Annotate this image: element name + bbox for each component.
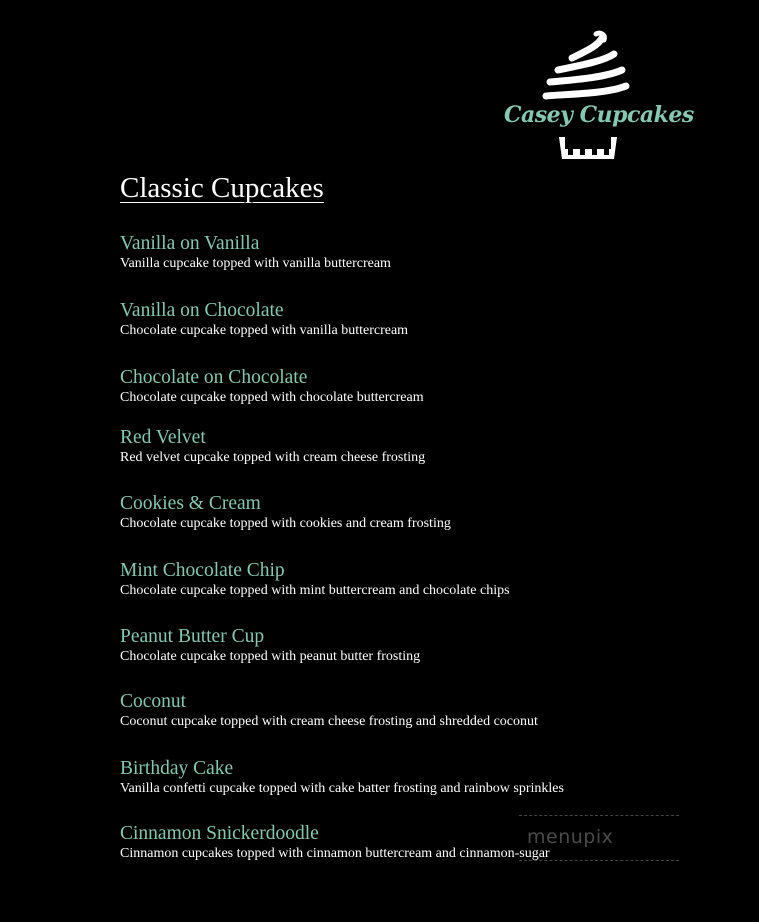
menu-item [120, 300, 720, 340]
menu-item-description: Vanilla confetti cupcake topped with cake batter frosting and rainbow sprinkles [120, 781, 564, 796]
menu-item-description: Cinnamon cupcakes topped with cinnamon buttercream and cinnamon-sugar [120, 846, 550, 861]
brand-logo [500, 30, 694, 170]
menu-item-description: Red velvet cupcake topped with cream cheese frosting [120, 450, 426, 465]
menu-item-description: Chocolate cupcake topped with mint buttercream and chocolate chips [120, 583, 510, 598]
menu-item-name: Cookies & Cream [120, 493, 261, 514]
menu-item-name: Vanilla on Vanilla [120, 233, 260, 254]
menu-item [120, 427, 720, 467]
menu-item-name: Cinnamon Snickerdoodle [120, 823, 319, 844]
menu-item-name: Vanilla on Chocolate [120, 300, 284, 321]
menu-item [120, 758, 720, 798]
cupcake-frosting-icon [536, 30, 632, 100]
menu-item [120, 691, 720, 731]
menu-item [120, 560, 720, 600]
watermark [519, 815, 679, 861]
section-title: Classic Cupcakes [120, 172, 324, 204]
menu-item-description: Chocolate cupcake topped with peanut butter frosting [120, 649, 421, 664]
menu-item [120, 493, 720, 533]
menu-item-name: Mint Chocolate Chip [120, 560, 285, 581]
menu-item-description: Coconut cupcake topped with cream cheese frosting and shredded coconut [120, 714, 538, 729]
brand-name: Casey Cupcakes [504, 102, 694, 128]
menu-item [120, 233, 720, 273]
menu-item-description: Chocolate cupcake topped with vanilla buttercream [120, 323, 409, 338]
menu-item-name: Coconut [120, 691, 187, 712]
menu-item-name: Peanut Butter Cup [120, 626, 265, 647]
menu-item-description: Chocolate cupcake topped with chocolate buttercream [120, 390, 424, 405]
menu-item [120, 367, 720, 407]
watermark-text: menupix [527, 826, 614, 848]
cupcake-base-icon [556, 133, 620, 163]
menu-item-description: Chocolate cupcake topped with cookies and cream frosting [120, 516, 451, 531]
menu-item-name: Birthday Cake [120, 758, 234, 779]
menu-item [120, 626, 720, 666]
menu-item-name: Red Velvet [120, 427, 206, 448]
menu-item-description: Vanilla cupcake topped with vanilla buttercream [120, 256, 391, 271]
menu-item-name: Chocolate on Chocolate [120, 367, 308, 388]
